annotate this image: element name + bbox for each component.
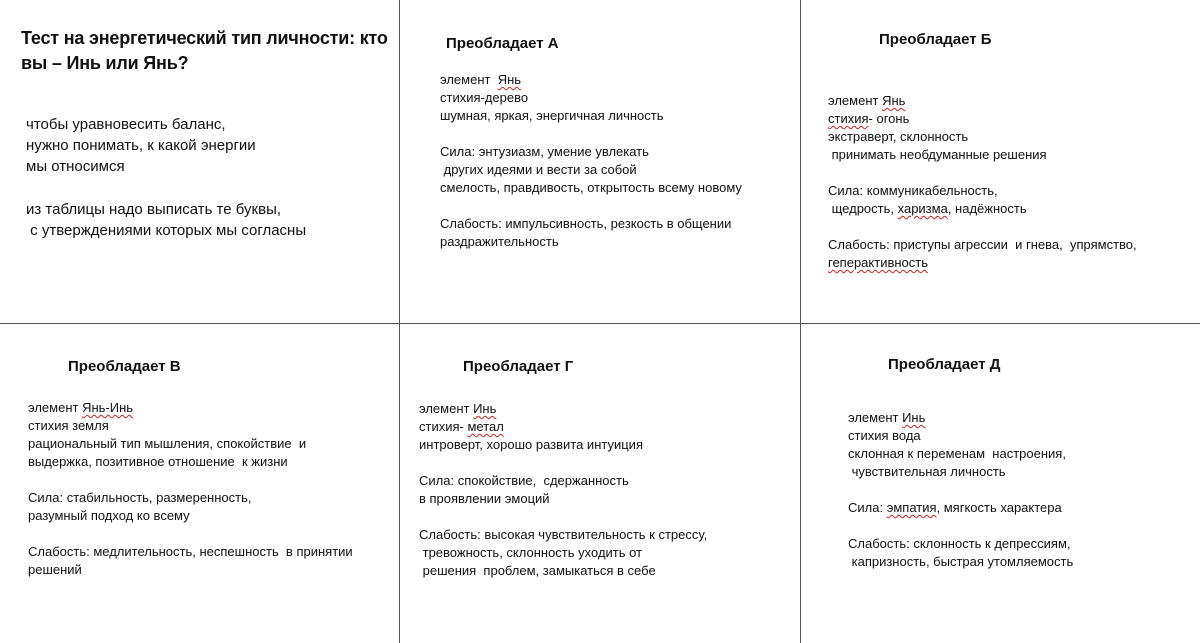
text-line: стихия вода	[848, 428, 921, 443]
intro-line: с утверждениями которых мы согласны	[26, 222, 307, 239]
weakness-line: Слабость: импульсивность, резкость в общении	[440, 216, 732, 231]
spellcheck-word: гепеpактивность	[828, 255, 929, 270]
spellcheck-word: харизма	[897, 201, 948, 216]
strength-line: Сила: спокойствие, сдержанность	[419, 473, 629, 488]
horizontal-divider	[0, 323, 1200, 324]
intro-line: нужно понимать, к какой энергии	[26, 137, 256, 154]
strength-line: других идеями и вести за собой	[440, 162, 637, 177]
spellcheck-word: Инь	[902, 410, 926, 425]
weakness-line: Слабость: медлительность, неспешность в принятии	[28, 544, 353, 559]
stihia-line: стихия- метал	[419, 419, 504, 434]
card-b-heading: Преобладает Б	[879, 31, 992, 48]
vertical-divider-2	[800, 0, 801, 643]
spellcheck-word: стихия	[828, 111, 869, 126]
intro-line: мы относимся	[26, 158, 125, 175]
text-line: выдержка, позитивное отношение к жизни	[28, 454, 288, 469]
strength-line: в проявлении эмоций	[419, 491, 550, 506]
card-a-body	[440, 71, 742, 251]
text-line: стихия-дерево	[440, 90, 529, 105]
text-line: склонная к переменам настроения,	[848, 446, 1066, 461]
element-line: элемент Янь	[440, 72, 522, 87]
text-line: стихия земля	[28, 418, 109, 433]
text-line: чувствительная личность	[848, 464, 1006, 479]
text-line: интроверт, хорошо развита интуиция	[419, 437, 643, 452]
weakness-line: решений	[28, 562, 82, 577]
spellcheck-word: эмпатия	[886, 500, 937, 515]
card-v-heading: Преобладает В	[68, 358, 181, 375]
intro-line: чтобы уравновесить баланс,	[26, 116, 226, 133]
card-b-body	[828, 92, 1137, 272]
element-line: элемент Инь	[848, 410, 926, 425]
vertical-divider-1	[399, 0, 400, 643]
strength-line: разумный подход ко всему	[28, 508, 190, 523]
weakness-line: Слабость: приступы агрессии и гнева, упрямство,	[828, 237, 1137, 252]
stihia-line: стихия- огонь	[828, 111, 910, 126]
strength-line: Сила: эмпатия, мягкость характера	[848, 500, 1062, 515]
strength-line: Сила: коммуникабельность,	[828, 183, 998, 198]
spellcheck-word: Янь-Инь	[82, 400, 134, 415]
intro-line: из таблицы надо выписать те буквы,	[26, 201, 282, 218]
page-title: Тест на энергетический тип личности: кто вы – Инь или Янь?	[21, 28, 388, 73]
element-line: элемент Янь-Инь	[28, 400, 134, 415]
weakness-line: решения проблем, замыкаться в себе	[419, 563, 656, 578]
card-g-heading: Преобладает Г	[463, 358, 574, 375]
spellcheck-word: Янь	[882, 93, 906, 108]
weakness-line: Слабость: высокая чувствительность к стрессу,	[419, 527, 708, 542]
spellcheck-word: метал	[467, 419, 504, 434]
card-d-body	[848, 409, 1073, 571]
element-line: элемент Янь	[828, 93, 906, 108]
spellcheck-word: Инь	[473, 401, 497, 416]
card-a-heading: Преобладает А	[446, 35, 559, 52]
text-line: принимать необдуманные решения	[828, 147, 1047, 162]
spellcheck-word: Янь	[497, 72, 522, 87]
strength-line: Сила: энтузиазм, умение увлекать	[440, 144, 649, 159]
strength-line: смелость, правдивость, открытость всему новому	[440, 180, 742, 195]
strength-line: щедрость, харизма, надёжность	[828, 201, 1027, 216]
card-d-heading: Преобладает Д	[888, 356, 1001, 373]
weakness-line: тревожность, склонность уходить от	[419, 545, 643, 560]
text-line: экстраверт, склонность	[828, 129, 969, 144]
weakness-line: Слабость: склонность к депрессиям,	[848, 536, 1071, 551]
card-g-body	[419, 400, 707, 580]
intro-paragraph-2	[26, 199, 386, 241]
card-v-body	[28, 399, 353, 579]
strength-line: Сила: стабильность, размеренность,	[28, 490, 252, 505]
text-line: шумная, яркая, энергичная личность	[440, 108, 664, 123]
element-line: элемент Инь	[419, 401, 497, 416]
intro-paragraph-1	[26, 114, 386, 177]
text-line: рациональный тип мышления, спокойствие и	[28, 436, 307, 451]
weakness-line: капризность, быстрая утомляемость	[848, 554, 1074, 569]
weakness-line: раздражительность	[440, 234, 559, 249]
weakness-line	[828, 254, 1137, 272]
